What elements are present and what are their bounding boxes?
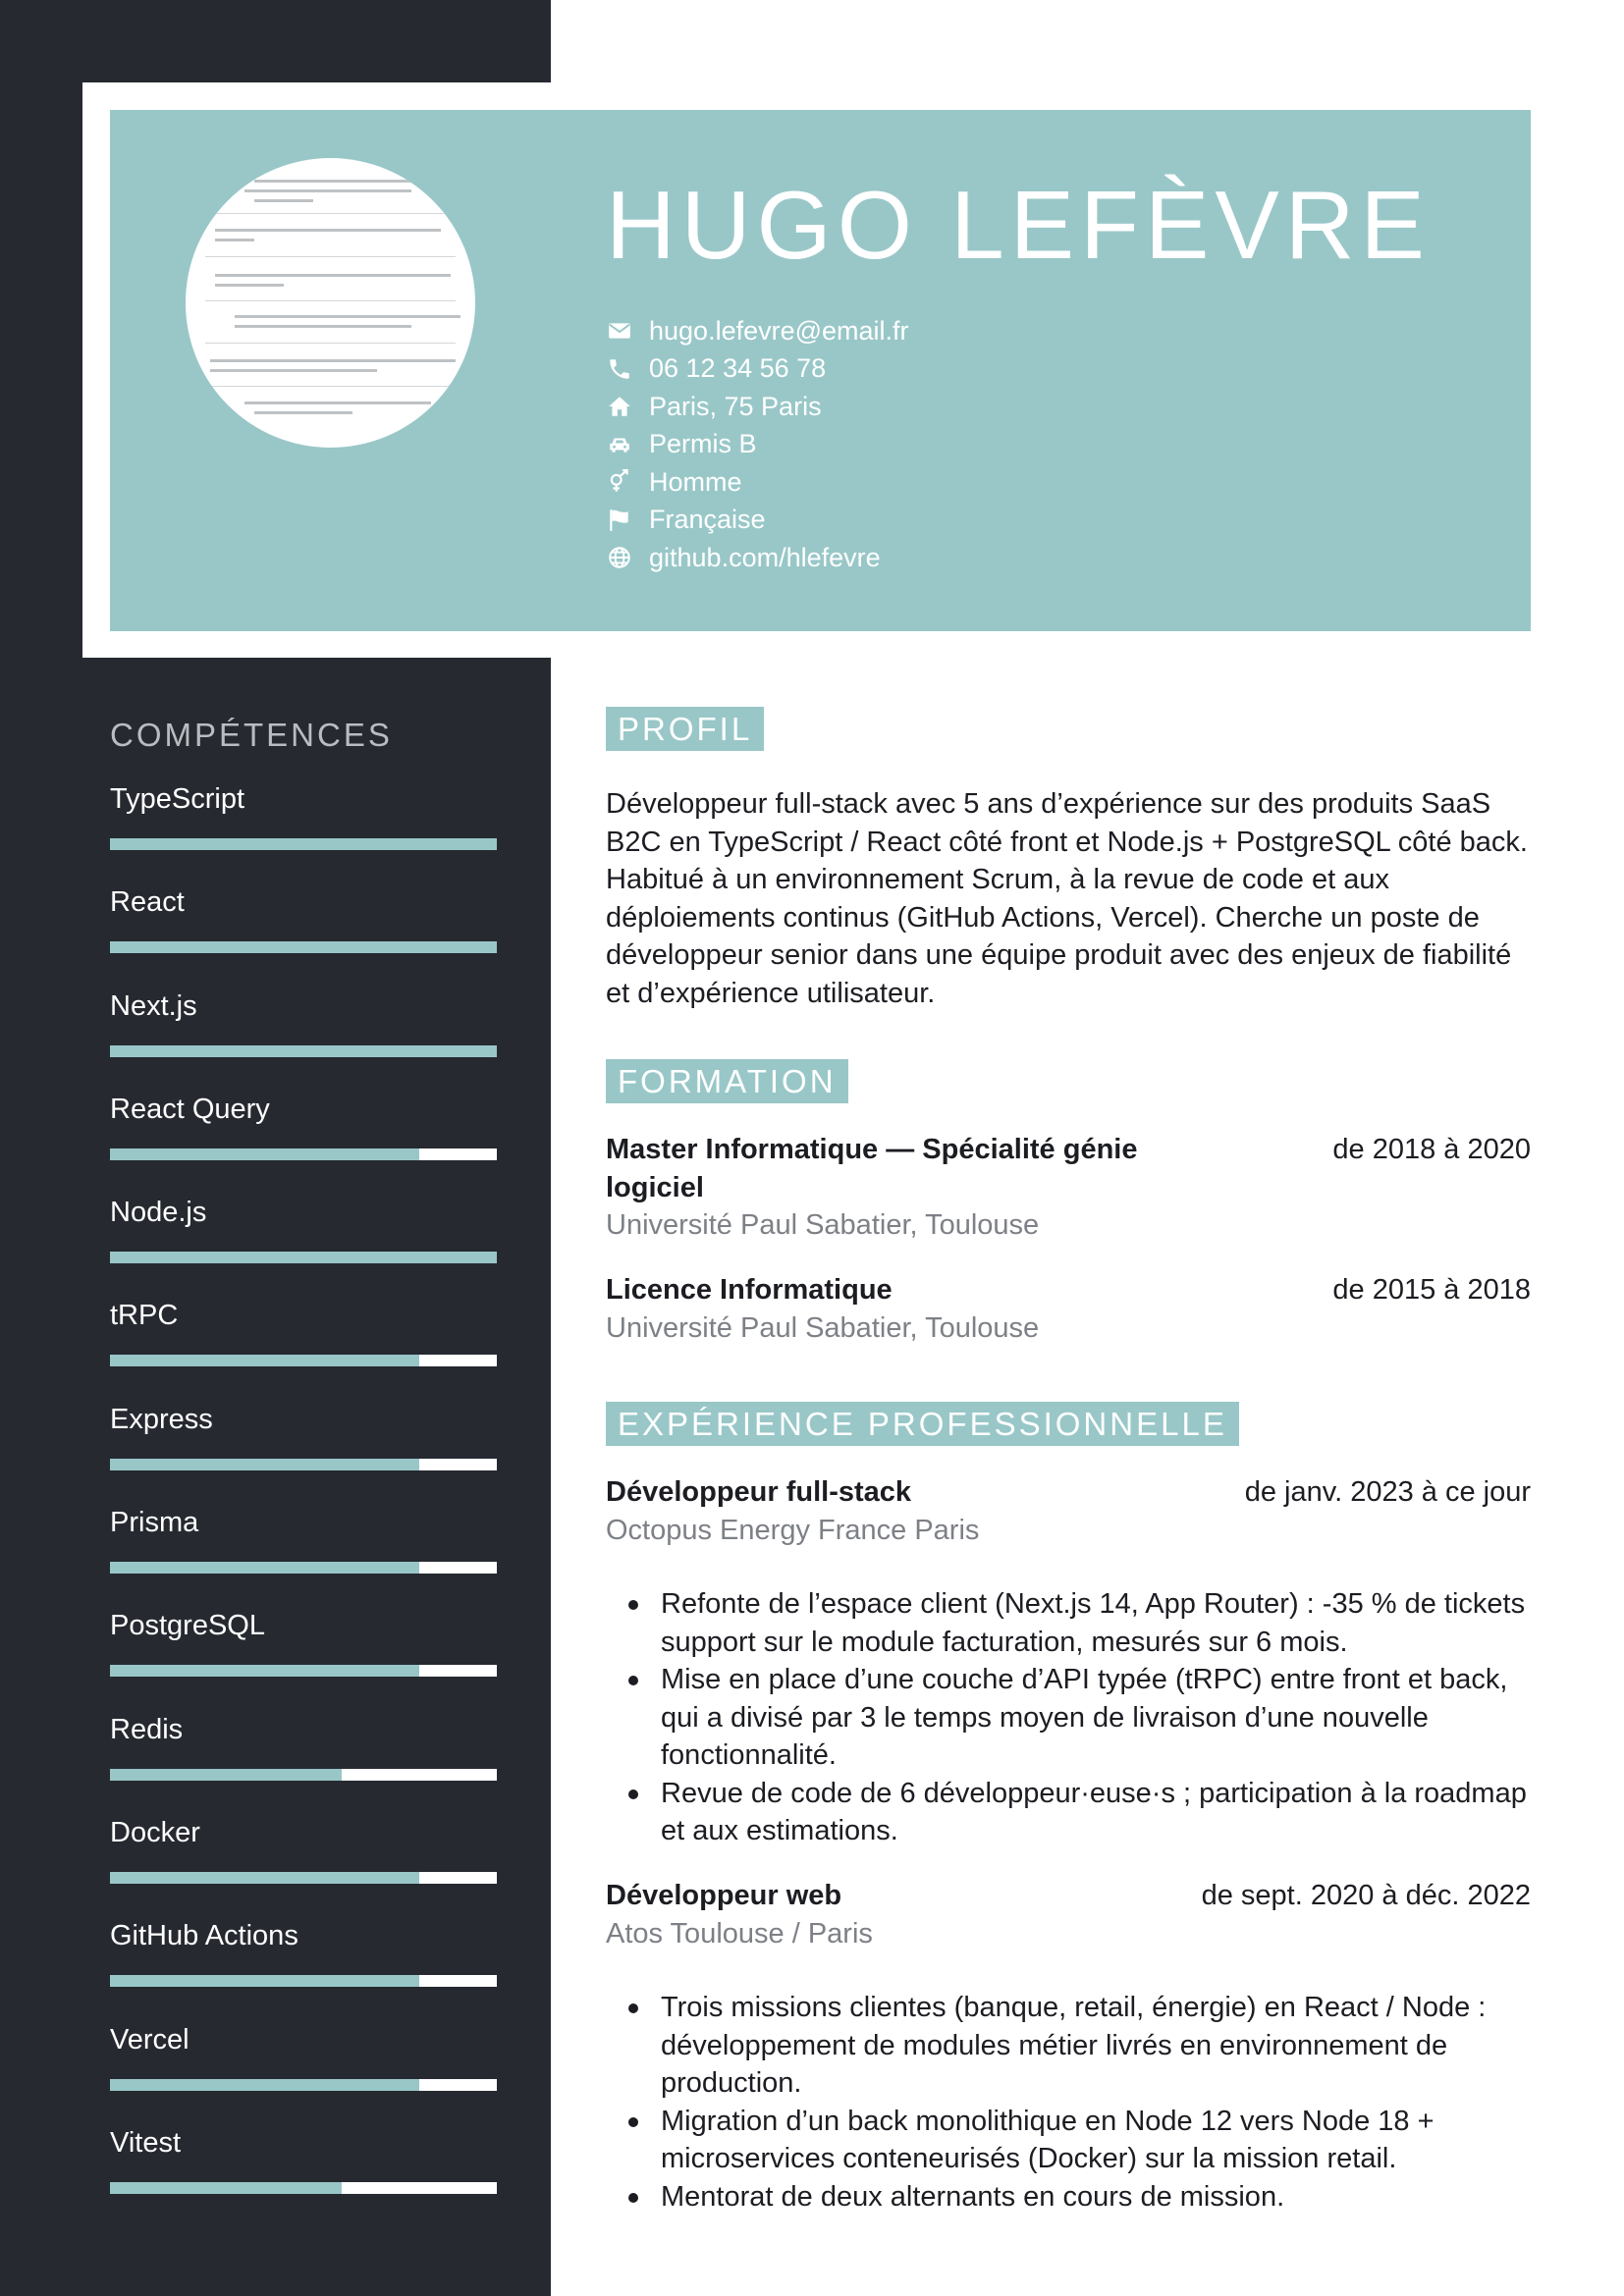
- skill-level-fill: [110, 838, 497, 850]
- skill-label: Next.js: [110, 989, 197, 1022]
- entry-title: Développeur full-stack: [606, 1476, 912, 1508]
- skill-level-bar: [110, 1459, 497, 1470]
- home-icon: [606, 393, 633, 420]
- contact-address: Paris, 75 Paris: [606, 388, 909, 426]
- skill-level-fill: [110, 1665, 419, 1677]
- skill-label: Redis: [110, 1713, 184, 1745]
- globe-icon: [606, 544, 633, 571]
- entry-organization: Atos Toulouse / Paris: [606, 1917, 873, 1949]
- skill-level-bar: [110, 1665, 497, 1677]
- skill-item: [110, 1714, 497, 1817]
- contact-list: [606, 312, 909, 577]
- profile-photo: [186, 158, 475, 448]
- contact-phone: 06 12 34 56 78: [606, 350, 909, 389]
- formation-entry: [606, 1131, 1531, 1245]
- formation-entry: [606, 1271, 1531, 1347]
- list-item: Revue de code de 6 développeur·euse·s ; participation à la roadmap et aux estimations.: [661, 1775, 1531, 1850]
- formation-section-title: FORMATION: [606, 1059, 848, 1103]
- list-item: Mentorat de deux alternants en cours de mission.: [661, 2178, 1531, 2216]
- skill-item: [110, 886, 497, 989]
- candidate-name: HUGO LEFÈVRE: [606, 171, 1431, 279]
- skill-item: [110, 1610, 497, 1713]
- skill-label: Docker: [110, 1816, 200, 1848]
- skill-level-fill: [110, 1459, 419, 1470]
- experience-entry: [606, 1877, 1531, 1952]
- gender-icon: [606, 468, 633, 496]
- skill-label: GitHub Actions: [110, 1920, 298, 1952]
- skill-level-bar: [110, 1562, 497, 1574]
- flag-icon: [606, 507, 633, 534]
- experience-bullets: [606, 1989, 1531, 2216]
- skill-label: Vitest: [110, 2126, 182, 2159]
- entry-organization: Octopus Energy France Paris: [606, 1514, 980, 1546]
- skill-item: [110, 2127, 497, 2230]
- car-icon: [606, 431, 633, 458]
- list-item: Refonte de l’espace client (Next.js 14, App Router) : -35 % de tickets support sur le module facturation, mesurés sur 6 mois.: [661, 1585, 1531, 1661]
- skills-title: COMPÉTENCES: [110, 717, 393, 753]
- skill-level-bar: [110, 1148, 497, 1160]
- skill-level-bar: [110, 1252, 497, 1263]
- contact-website[interactable]: github.com/hlefevre: [606, 539, 909, 577]
- skill-level-bar: [110, 1355, 497, 1366]
- skill-level-bar: [110, 2182, 497, 2194]
- skill-level-fill: [110, 1148, 419, 1160]
- entry-title: Licence Informatique: [606, 1274, 893, 1306]
- skill-item: [110, 1404, 497, 1507]
- skill-level-fill: [110, 2079, 419, 2091]
- skill-item: [110, 783, 497, 886]
- profile-section-title: PROFIL: [606, 707, 764, 751]
- skill-level-bar: [110, 1975, 497, 1987]
- experience-section-title: EXPÉRIENCE PROFESSIONNELLE: [606, 1402, 1239, 1446]
- skill-label: React: [110, 886, 185, 919]
- skill-label: Prisma: [110, 1507, 199, 1539]
- skill-level-bar: [110, 1045, 497, 1057]
- contact-email: hugo.lefevre@email.fr: [606, 312, 909, 350]
- skill-label: PostgreSQL: [110, 1610, 265, 1642]
- skill-level-fill: [110, 1045, 497, 1057]
- entry-date: de janv. 2023 à ce jour: [1244, 1476, 1531, 1508]
- entry-date: de sept. 2020 à déc. 2022: [1201, 1880, 1531, 1911]
- skill-label: tRPC: [110, 1300, 179, 1332]
- skill-item: [110, 2024, 497, 2127]
- skill-level-fill: [110, 2182, 342, 2194]
- entry-organization: Université Paul Sabatier, Toulouse: [606, 1209, 1040, 1241]
- profile-text: Développeur full-stack avec 5 ans d’expérience sur des produits SaaS B2C en TypeScript / React côté front et Node.js + PostgreSQL côté back. Habitué à un environnement Scrum, à la revue de code et aux déploiements continus (GitHub Actions, Vercel). Cherche un poste de développeur senior dans une équipe produit avec des enjeux de fiabilité et d’expérience utilisateur.: [606, 788, 1528, 1009]
- skill-item: [110, 990, 497, 1094]
- experience-entry: [606, 1473, 1531, 1549]
- skill-label: Vercel: [110, 2023, 189, 2056]
- skill-level-fill: [110, 1252, 497, 1263]
- skills-list: [110, 783, 497, 2230]
- entry-organization: Université Paul Sabatier, Toulouse: [606, 1311, 1040, 1344]
- skill-label: React Query: [110, 1093, 270, 1125]
- list-item: Migration d’un back monolithique en Node 12 vers Node 18 + microservices conteneurisés (Docker) sur la mission retail.: [661, 2103, 1531, 2178]
- skill-label: TypeScript: [110, 783, 244, 815]
- skill-label: Express: [110, 1403, 213, 1435]
- skill-level-fill: [110, 1769, 342, 1781]
- contact-nationality: Française: [606, 502, 909, 540]
- skill-label: Node.js: [110, 1197, 207, 1229]
- skill-item: [110, 1920, 497, 2023]
- skill-level-bar: [110, 1872, 497, 1884]
- contact-license: Permis B: [606, 426, 909, 464]
- skill-level-bar: [110, 838, 497, 850]
- entry-title: Développeur web: [606, 1880, 842, 1911]
- contact-gender: Homme: [606, 463, 909, 502]
- list-item: Trois missions clientes (banque, retail, énergie) en React / Node : développement de modules métier livrés en environnement de production.: [661, 1989, 1531, 2103]
- skill-item: [110, 1094, 497, 1197]
- list-item: Mise en place d’une couche d’API typée (tRPC) entre front et back, qui a divisé par 3 le temps moyen de livraison d’une nouvelle fonctionnalité.: [661, 1661, 1531, 1775]
- skill-level-fill: [110, 1975, 419, 1987]
- skill-level-fill: [110, 1872, 419, 1884]
- skill-level-bar: [110, 1769, 497, 1781]
- skill-level-fill: [110, 1355, 419, 1366]
- skill-level-bar: [110, 941, 497, 953]
- skill-level-bar: [110, 2079, 497, 2091]
- skill-item: [110, 1197, 497, 1300]
- envelope-icon: [606, 317, 633, 345]
- skill-item: [110, 1300, 497, 1403]
- phone-icon: [606, 355, 633, 383]
- skill-item: [110, 1507, 497, 1610]
- entry-title: Master Informatique — Spécialité génie logiciel: [606, 1134, 1138, 1203]
- skill-level-fill: [110, 1562, 419, 1574]
- skill-level-fill: [110, 941, 497, 953]
- skill-item: [110, 1817, 497, 1920]
- entry-date: de 2015 à 2018: [1332, 1274, 1531, 1306]
- entry-date: de 2018 à 2020: [1332, 1134, 1531, 1165]
- experience-bullets: [606, 1585, 1531, 1850]
